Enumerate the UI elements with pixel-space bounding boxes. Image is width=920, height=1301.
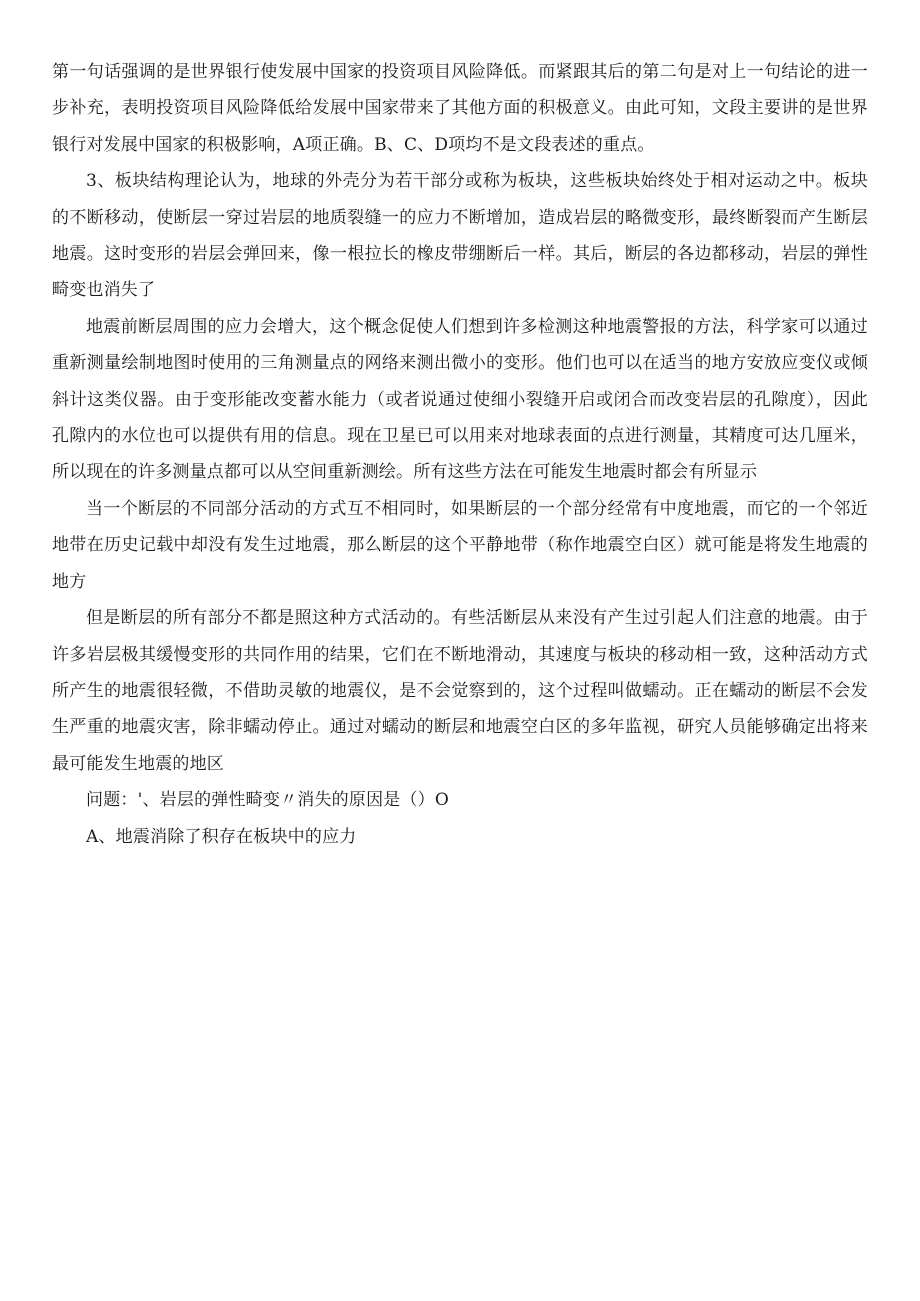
paragraph-creep: 但是断层的所有部分不都是照这种方式活动的。有些活断层从来没有产生过引起人们注意的地震。由于许多岩层极其缓慢变形的共同作用的结果，它们在不断地滑动，其速度与板块的移动相一致，这种活动方式所产生的地震很轻微，不借助灵敏的地震仪，是不会觉察到的，这个过程叫做蠕动。正在蠕动的断层不会发生严重的地震灾害，除非蠕动停止。通过对蠕动的断层和地震空白区的多年监视，研究人员能够确定出将来最可能发生地震的地区 [52, 608, 868, 774]
question-text: 问题：'、岩层的弹性畸变〃消失的原因是（）O [86, 790, 450, 811]
paragraph-detection-methods: 地震前断层周围的应力会增大，这个概念促使人们想到许多检测这种地震警报的方法，科学家可以通过重新测量绘制地图时使用的三角测量点的网络来测出微小的变形。他们也可以在适当的地方安放应变仪或倾斜计这类仪器。由于变形能改变蓄水能力（或者说通过使细小裂缝开启或闭合而改变岩层的孔隙度），因此孔隙内的水位也可以提供有用的信息。现在卫星已可以用来对地球表面的点进行测量，其精度可达几厘米，所以现在的许多测量点都可以从空间重新测绘。所有这些方法在可能发生地震时都会有所显示 [52, 316, 868, 483]
document-body [52, 54, 868, 855]
answer-option-a: A、地震消除了积存在板块中的应力 [86, 826, 357, 847]
paragraph-question-3-intro: 3、板块结构理论认为，地球的外壳分为若干部分或称为板块，这些板块始终处于相对运动之中。板块的不断移动，使断层一穿过岩层的地质裂缝一的应力不断增加，造成岩层的略微变形，最终断裂而产生断层地震。这时变形的岩层会弹回来，像一根拉长的橡皮带绷断后一样。其后，断层的各边都移动，岩层的弹性畸变也消失了 [52, 171, 868, 301]
paragraph-seismic-gap: 当一个断层的不同部分活动的方式互不相同时，如果断层的一个部分经常有中度地震，而它的一个邻近地带在历史记载中却没有发生过地震，那么断层的这个平静地带（称作地震空白区）就可能是将发生地震的地方 [52, 498, 868, 592]
paragraph-answer-explanation: 第一句话强调的是世界银行使发展中国家的投资项目风险降低。而紧跟其后的第二句是对上一句结论的进一步补充，表明投资项目风险降低给发展中国家带来了其他方面的积极意义。由此可知，文段主要讲的是世界银行对发展中国家的积极影响，A项正确。B、C、D项均不是文段表述的重点。 [52, 62, 868, 155]
